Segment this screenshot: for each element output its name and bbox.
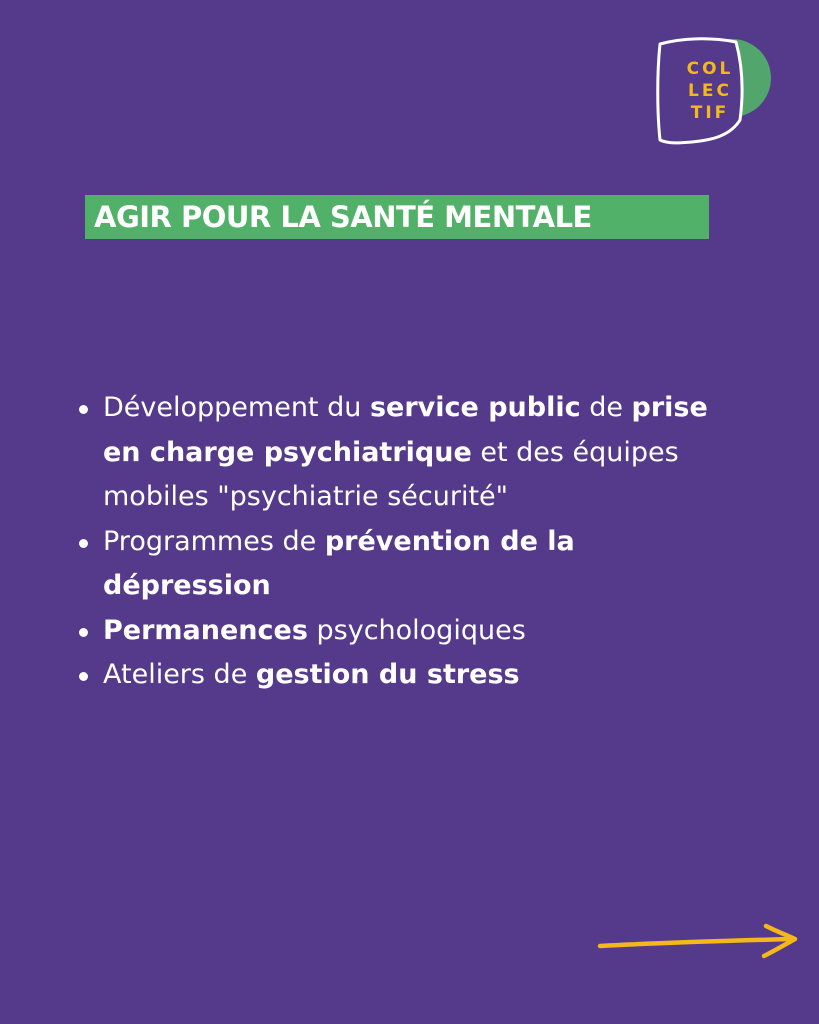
item-text-regular: Développement du [103, 392, 370, 423]
item-text-bold: prévention de la dépression [103, 525, 575, 601]
arrow-right-icon[interactable] [596, 922, 800, 960]
logo-line-2: LEC [688, 81, 732, 101]
list-item [76, 609, 736, 654]
item-text-bold: service public [369, 392, 581, 423]
item-text-regular: de [580, 392, 632, 423]
bullet-icon [79, 672, 88, 681]
list-item-text [103, 659, 520, 690]
title-banner [85, 195, 709, 239]
measures-list [76, 386, 736, 698]
item-text-regular: et des équipes mobiles "psychiatrie sécurité" [103, 436, 679, 512]
collectif-logo [652, 32, 772, 148]
next-arrow[interactable] [596, 922, 800, 960]
bullet-icon [79, 628, 88, 637]
list-item-text [103, 615, 526, 646]
item-text-regular: psychologiques [307, 614, 526, 646]
bullet-icon [79, 539, 88, 548]
list-item-text [103, 392, 708, 512]
bullet-icon [79, 405, 88, 414]
item-text-bold: prise en charge psychiatrique [103, 392, 708, 468]
item-text-regular: Ateliers de [103, 659, 256, 690]
page-title: AGIR POUR LA SANTÉ MENTALE [94, 200, 592, 234]
list-item [76, 653, 736, 698]
logo-line-3: TIF [690, 103, 730, 123]
logo-line-1: COL [686, 59, 734, 79]
list-item [76, 520, 736, 609]
item-text-regular: Programmes de [103, 525, 325, 557]
list-item [76, 386, 736, 520]
item-text-bold: gestion du stress [255, 659, 520, 690]
logo-wordmark [670, 58, 750, 124]
list-item-text [103, 526, 575, 602]
item-text-bold: Permanences [103, 614, 308, 646]
